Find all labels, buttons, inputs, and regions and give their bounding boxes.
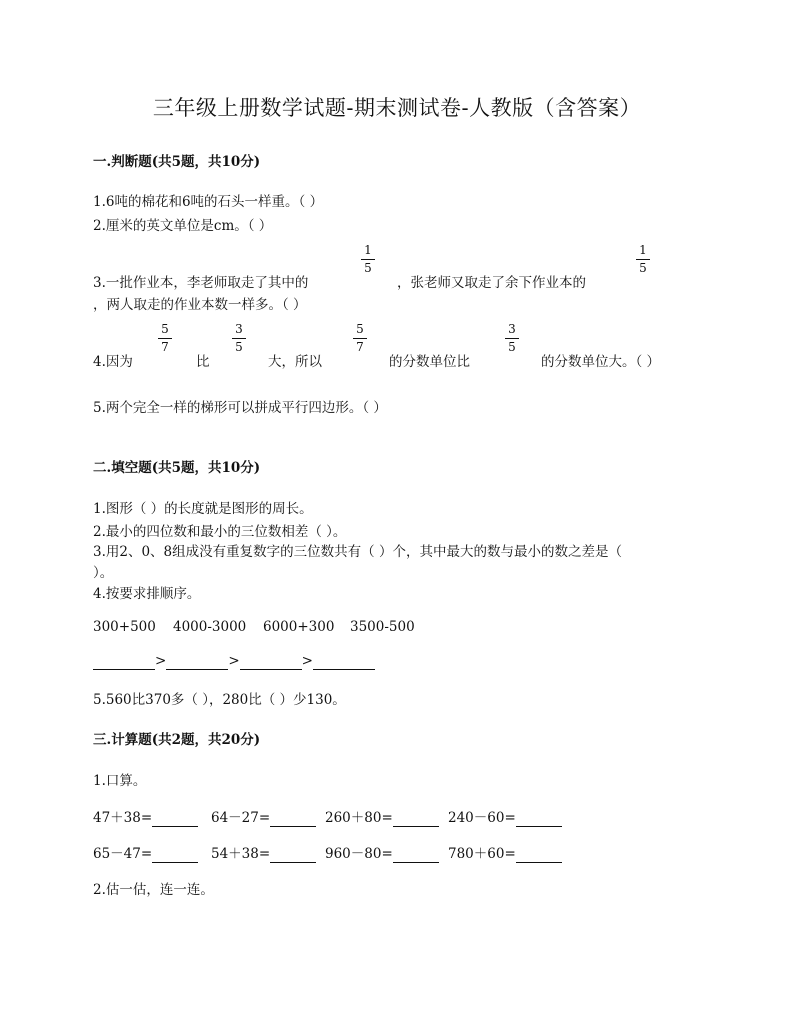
greater-than-sign: > bbox=[301, 653, 313, 669]
fill-question-2: 2.最小的四位数和最小的三位数相差（ ）。 bbox=[93, 524, 347, 540]
fraction bbox=[231, 323, 247, 354]
answer-blank bbox=[93, 653, 155, 670]
section-heading-judge: 一.判断题(共5题，共10分) bbox=[93, 154, 261, 170]
judge-question-4-word3: 大，所以 bbox=[268, 354, 322, 370]
calc-question-2: 2.估一估，连一连。 bbox=[93, 882, 214, 898]
calc-expression: 240－60= bbox=[448, 810, 516, 826]
judge-question-3-part1: 3.一批作业本，李老师取走了其中的 bbox=[93, 275, 309, 291]
answer-blank bbox=[516, 810, 562, 827]
fraction-bar bbox=[505, 338, 519, 339]
fill-question-4: 4.按要求排顺序。 bbox=[93, 586, 201, 602]
answer-blank bbox=[152, 810, 198, 827]
expression: 300+500 bbox=[93, 619, 156, 635]
fraction-denominator: 7 bbox=[356, 340, 364, 354]
fraction-numerator: 5 bbox=[161, 322, 169, 336]
answer-blank bbox=[270, 846, 316, 863]
fraction bbox=[504, 323, 520, 354]
fraction bbox=[352, 323, 368, 354]
calc-question-1: 1.口算。 bbox=[93, 773, 147, 789]
fraction-bar bbox=[232, 338, 246, 339]
fraction-denominator: 7 bbox=[161, 340, 169, 354]
answer-blank bbox=[152, 846, 198, 863]
judge-question-1: 1.6吨的棉花和6吨的石头一样重。（ ） bbox=[93, 194, 324, 210]
calc-expression: 260＋80= bbox=[325, 810, 393, 826]
judge-question-2: 2.厘米的英文单位是cm。（ ） bbox=[93, 218, 273, 234]
section-heading-calc: 三.计算题(共2题，共20分) bbox=[93, 732, 261, 748]
greater-than-sign: > bbox=[228, 653, 240, 669]
answer-blank bbox=[393, 810, 439, 827]
calc-item bbox=[325, 806, 439, 827]
calc-expression: 54＋38= bbox=[211, 846, 271, 862]
judge-question-4-word5: 的分数单位大。（ ） bbox=[541, 354, 661, 370]
judge-question-4-word4: 的分数单位比 bbox=[389, 354, 470, 370]
judge-question-3-part2: ，张老师又取走了余下作业本的 bbox=[397, 275, 586, 291]
calc-expression: 47＋38= bbox=[93, 810, 153, 826]
answer-blank bbox=[393, 846, 439, 863]
fraction-bar bbox=[636, 259, 650, 260]
fraction-bar bbox=[158, 338, 172, 339]
answer-blank bbox=[270, 810, 316, 827]
fill-question-3-line1: 3.用2、0、8组成没有重复数字的三位数共有（ ）个，其中最大的数与最小的数之差是（ bbox=[93, 544, 622, 560]
judge-question-3-line2: ，两人取走的作业本数一样多。（ ） bbox=[93, 297, 307, 313]
calc-expression: 780＋60= bbox=[448, 846, 516, 862]
fraction-denominator: 5 bbox=[639, 261, 647, 275]
calc-expression: 64－27= bbox=[211, 810, 271, 826]
fraction bbox=[635, 244, 651, 275]
page-title: 三年级上册数学试题-期末测试卷-人教版（含答案） bbox=[152, 96, 642, 120]
fraction-numerator: 5 bbox=[356, 322, 364, 336]
fraction-numerator: 1 bbox=[364, 243, 372, 257]
answer-blank bbox=[516, 846, 562, 863]
fraction-denominator: 5 bbox=[508, 340, 516, 354]
calc-item bbox=[211, 806, 316, 827]
calc-item bbox=[211, 842, 316, 863]
calc-item bbox=[448, 842, 562, 863]
fraction-bar bbox=[353, 338, 367, 339]
section-heading-fill: 二.填空题(共5题，共10分) bbox=[93, 460, 261, 476]
fraction bbox=[360, 244, 376, 275]
fill-question-5: 5.560比370多（ ），280比（ ）少130。 bbox=[93, 692, 346, 708]
expression: 3500-500 bbox=[350, 619, 415, 635]
calc-item bbox=[325, 842, 439, 863]
fraction-bar bbox=[361, 259, 375, 260]
fill-question-3-line2: ）。 bbox=[93, 565, 114, 581]
fraction-numerator: 3 bbox=[235, 322, 243, 336]
judge-question-5: 5.两个完全一样的梯形可以拼成平行四边形。（ ） bbox=[93, 400, 387, 416]
judge-question-4-word1: 4.因为 bbox=[93, 354, 133, 370]
calc-expression: 65－47= bbox=[93, 846, 153, 862]
judge-question-4-word2: 比 bbox=[196, 354, 210, 370]
fraction-numerator: 3 bbox=[508, 322, 516, 336]
fill-question-1: 1.图形（ ）的长度就是图形的周长。 bbox=[93, 501, 313, 517]
fraction-denominator: 5 bbox=[364, 261, 372, 275]
ordering-answer-line bbox=[93, 653, 375, 670]
answer-blank bbox=[313, 653, 375, 670]
fraction-denominator: 5 bbox=[235, 340, 243, 354]
answer-blank bbox=[166, 653, 228, 670]
calc-expression: 960－80= bbox=[325, 846, 393, 862]
greater-than-sign: > bbox=[155, 653, 167, 669]
calc-item bbox=[93, 842, 198, 863]
fraction-numerator: 1 bbox=[639, 243, 647, 257]
answer-blank bbox=[240, 653, 302, 670]
calc-item bbox=[93, 806, 198, 827]
expression: 4000-3000 bbox=[173, 619, 247, 635]
calc-item bbox=[448, 806, 562, 827]
expression: 6000+300 bbox=[263, 619, 335, 635]
fraction bbox=[157, 323, 173, 354]
